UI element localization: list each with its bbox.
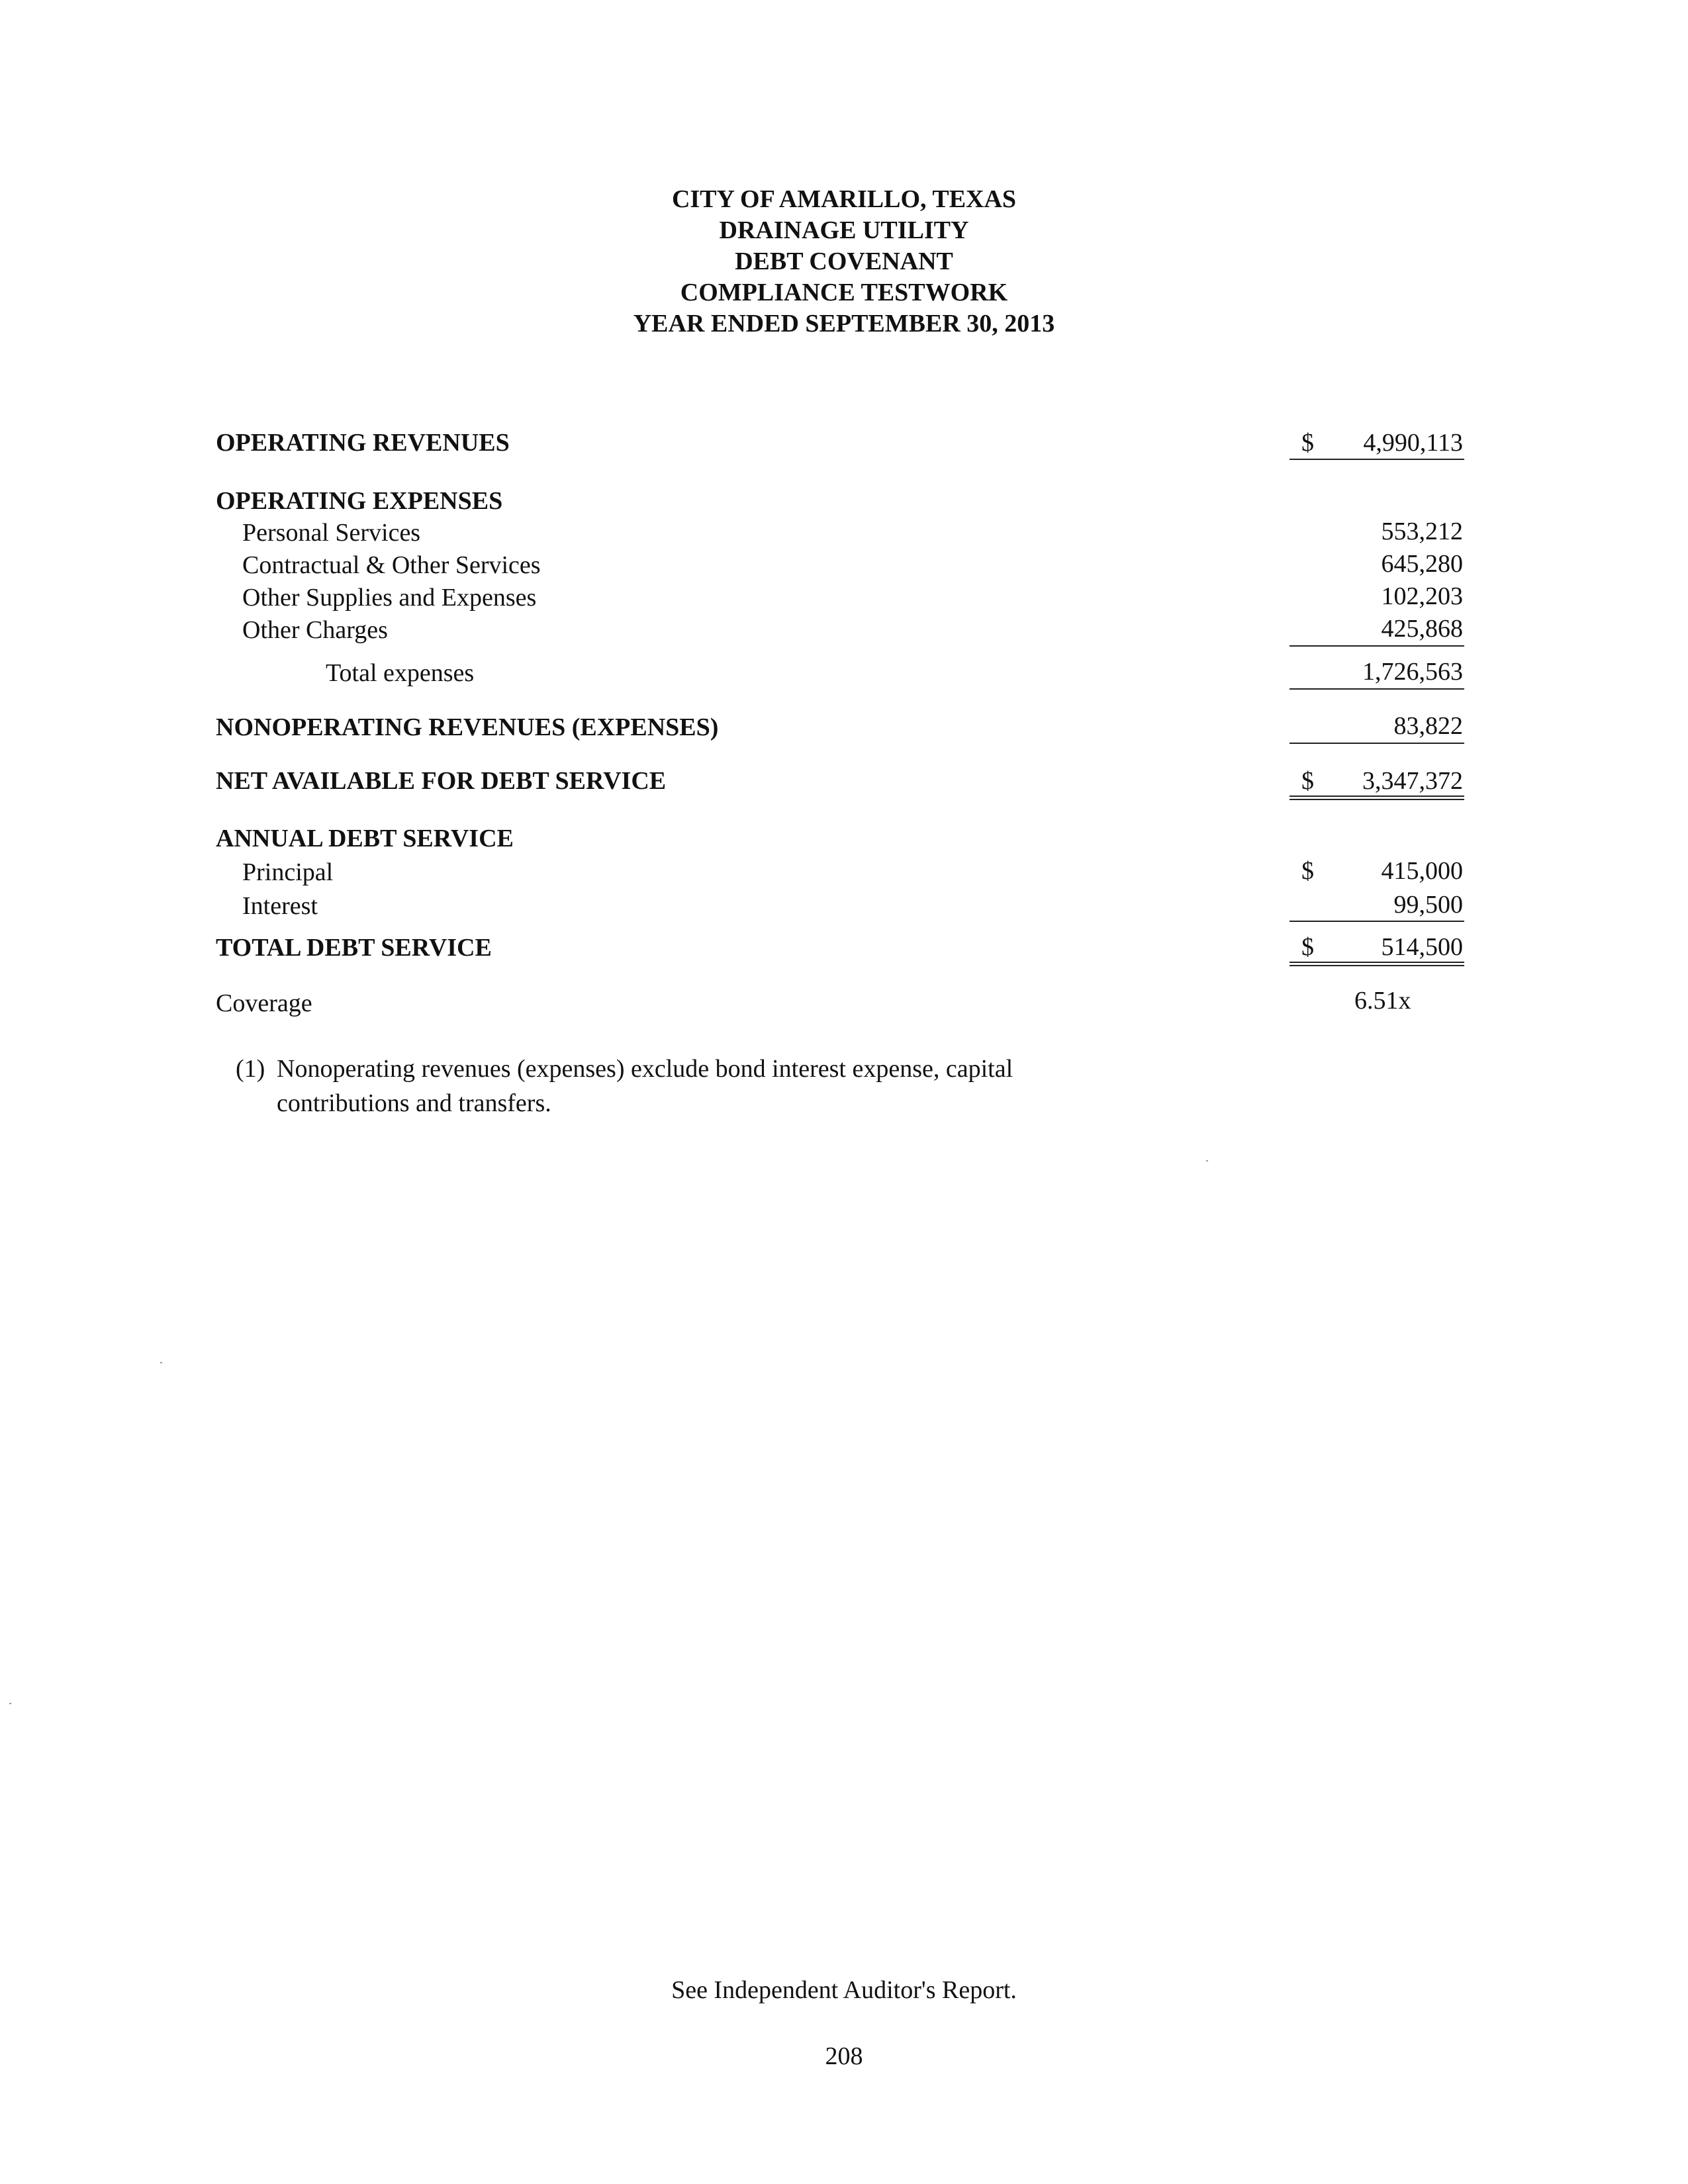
nonoperating-label: NONOPERATING REVENUES (EXPENSES) (216, 713, 719, 741)
expense-amount-other-supplies: 102,203 (1381, 582, 1463, 610)
net-available-double-rule (1289, 796, 1464, 800)
interest-amount: 99,500 (1393, 891, 1463, 919)
expense-label-other-supplies: Other Supplies and Expenses (242, 584, 537, 612)
scan-speck (160, 1362, 162, 1363)
expense-amount-contractual: 645,280 (1381, 550, 1463, 578)
expense-label-contractual: Contractual & Other Services (242, 551, 541, 579)
expense-amount-personal-services: 553,212 (1381, 518, 1463, 545)
total-debt-service-currency: $ (1301, 933, 1314, 961)
expense-amount-other-charges: 425,868 (1381, 615, 1463, 643)
total-expenses-rule (1289, 688, 1464, 690)
operating-revenues-rule (1289, 459, 1464, 460)
operating-revenues-label: OPERATING REVENUES (216, 429, 510, 457)
total-debt-service-label: TOTAL DEBT SERVICE (216, 934, 492, 962)
header-fund: DRAINAGE UTILITY (719, 216, 969, 244)
expenses-subtotal-rule (1289, 645, 1464, 647)
header-title: DEBT COVENANT (735, 248, 953, 275)
nonoperating-amount: 83,822 (1393, 712, 1463, 740)
page-number: 208 (825, 2042, 863, 2070)
expense-label-other-charges: Other Charges (242, 616, 388, 644)
scan-speck (1206, 1160, 1208, 1161)
annual-debt-service-heading: ANNUAL DEBT SERVICE (216, 825, 514, 852)
interest-label: Interest (242, 892, 318, 920)
net-available-amount: 3,347,372 (1362, 767, 1463, 795)
principal-label: Principal (242, 858, 334, 886)
principal-amount: 415,000 (1381, 857, 1463, 885)
report-header (0, 184, 1688, 340)
operating-revenues-amount: 4,990,113 (1363, 429, 1463, 457)
operating-expenses-heading: OPERATING EXPENSES (216, 487, 503, 515)
coverage-value: 6.51x (1354, 987, 1411, 1015)
total-debt-service-double-rule (1289, 962, 1464, 966)
principal-currency: $ (1301, 857, 1314, 885)
footnote-text: Nonoperating revenues (expenses) exclude bond interest expense, capital contributions and transfers. (277, 1055, 1013, 1117)
header-period: YEAR ENDED SEPTEMBER 30, 2013 (633, 310, 1055, 338)
header-subtitle: COMPLIANCE TESTWORK (680, 279, 1008, 306)
scan-speck (9, 1703, 11, 1704)
auditor-report-note: See Independent Auditor's Report. (671, 1976, 1017, 2004)
coverage-label: Coverage (216, 989, 312, 1017)
footnote-number: (1) (236, 1055, 265, 1083)
total-debt-service-amount: 514,500 (1381, 933, 1463, 961)
expense-label-personal-services: Personal Services (242, 519, 421, 547)
total-expenses-label: Total expenses (326, 659, 475, 687)
net-available-label: NET AVAILABLE FOR DEBT SERVICE (216, 767, 667, 795)
total-expenses-amount: 1,726,563 (1362, 658, 1463, 686)
operating-revenues-currency: $ (1301, 429, 1314, 457)
interest-rule (1289, 921, 1464, 922)
net-available-currency: $ (1301, 767, 1314, 795)
header-entity: CITY OF AMARILLO, TEXAS (671, 185, 1017, 213)
nonoperating-rule (1289, 743, 1464, 744)
